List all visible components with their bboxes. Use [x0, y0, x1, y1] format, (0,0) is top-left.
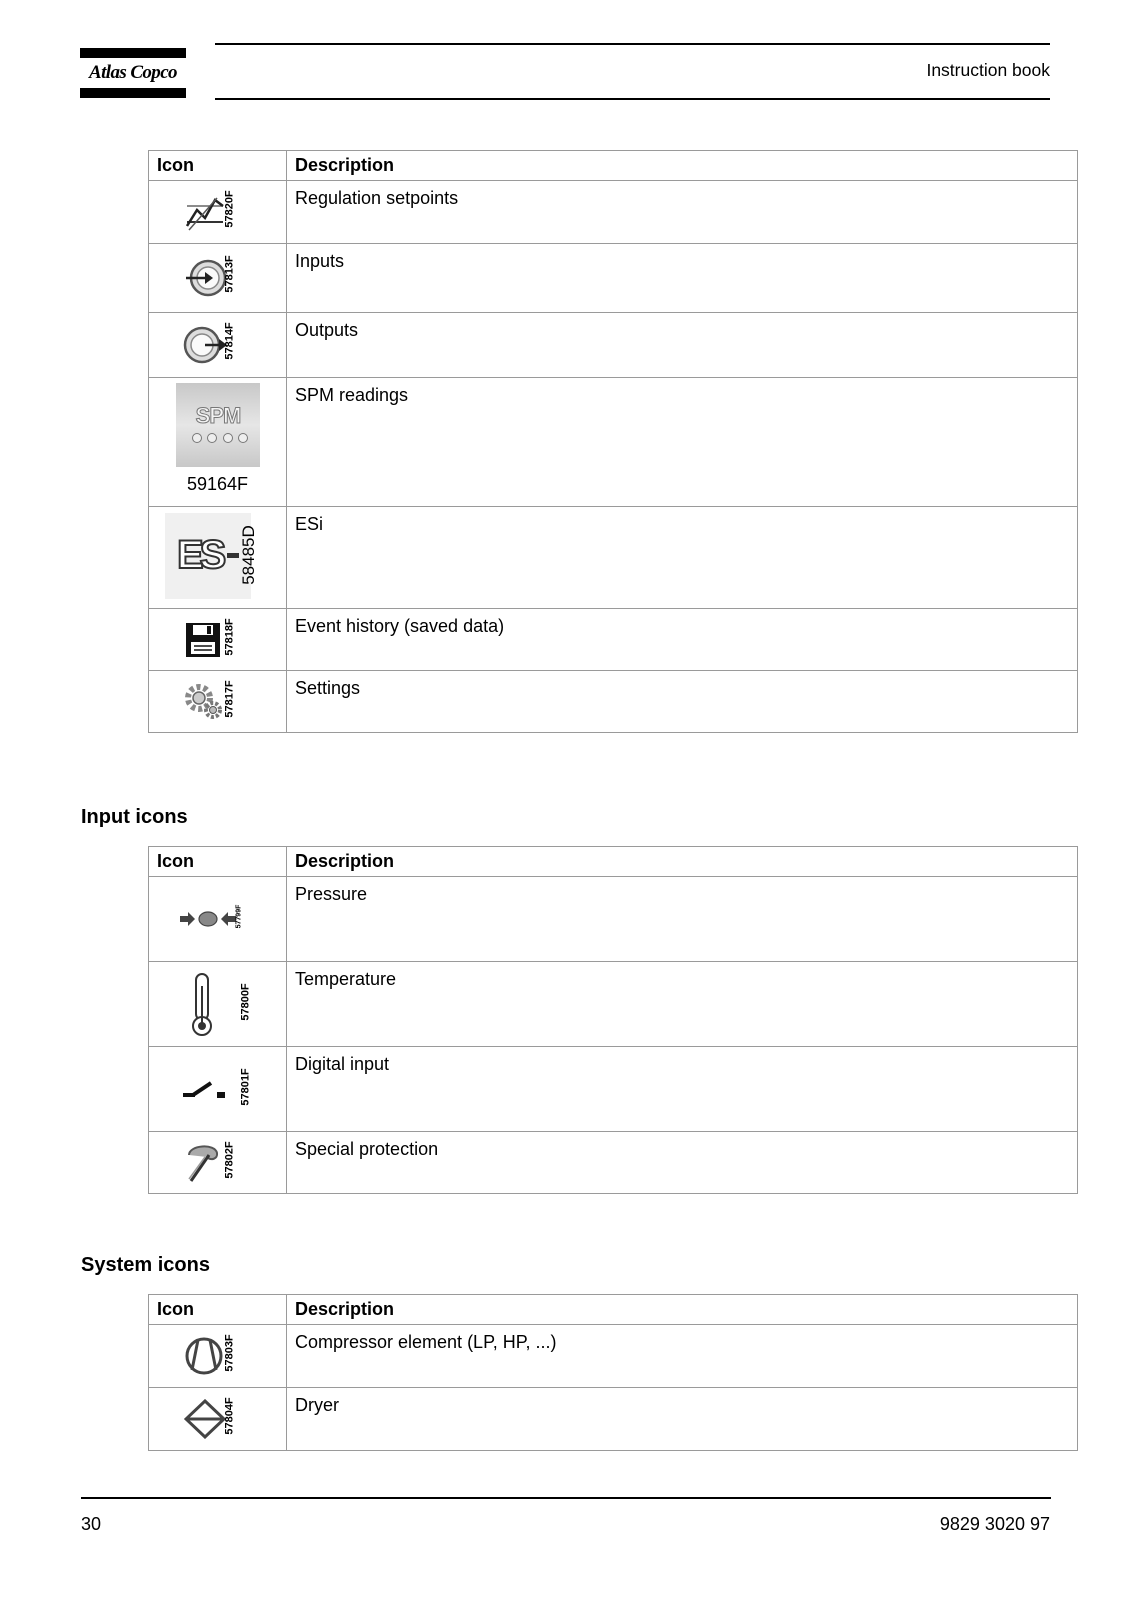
- icon-cell: [149, 244, 287, 313]
- system-icons-table: [148, 1294, 1078, 1451]
- table-row: [149, 313, 1078, 378]
- row-description: Settings: [287, 671, 1078, 733]
- table-row: [149, 1325, 1078, 1388]
- row-description: Compressor element (LP, HP, ...): [287, 1325, 1078, 1388]
- table-row: [149, 1132, 1078, 1194]
- outputs-icon: [183, 324, 229, 366]
- page-number: 30: [81, 1514, 102, 1534]
- table-header-row: [149, 1295, 1078, 1325]
- table-row: [149, 1047, 1078, 1132]
- menu-icons-table: [148, 150, 1078, 733]
- column-header-icon: Icon: [149, 151, 287, 181]
- table-row: [149, 1388, 1078, 1451]
- row-description: ESi: [287, 507, 1078, 609]
- spm-icon: SPM: [176, 383, 260, 467]
- table-row: [149, 877, 1078, 962]
- icon-code: 57817F: [223, 680, 236, 718]
- icon-cell: [149, 378, 287, 507]
- table-row: [149, 244, 1078, 313]
- pressure-icon: [179, 909, 237, 929]
- icon-code: 57818F: [223, 618, 236, 656]
- switch-icon: [181, 1079, 227, 1099]
- column-header-icon: Icon: [149, 1295, 287, 1325]
- icon-code: 57803F: [223, 1334, 236, 1372]
- icon-code: 57820F: [223, 190, 236, 228]
- table-row: [149, 181, 1078, 244]
- icon-cell: [149, 671, 287, 733]
- icon-cell: [149, 1047, 287, 1132]
- row-description: Temperature: [287, 962, 1078, 1047]
- icon-cell: [149, 1388, 287, 1451]
- document-number: 9829 3020 97: [939, 1514, 1050, 1534]
- compressor-element-icon: [184, 1336, 224, 1376]
- icon-code: 58485D: [238, 525, 258, 585]
- icon-cell: [149, 507, 287, 609]
- regulation-setpoints-icon: [183, 192, 227, 232]
- row-description: SPM readings: [287, 378, 1078, 507]
- icon-cell: [149, 1325, 287, 1388]
- column-header-description: Description: [287, 847, 1078, 877]
- atlas-copco-logo: [80, 46, 186, 100]
- icon-code: 57801F: [239, 1068, 252, 1106]
- icon-cell: [149, 877, 287, 962]
- row-description: Pressure: [287, 877, 1078, 962]
- esi-icon: ES: [165, 513, 251, 599]
- book-title: Instruction book: [926, 60, 1050, 80]
- logo-wordmark: Atlas Copco: [89, 62, 177, 83]
- row-description: Dryer: [287, 1388, 1078, 1451]
- column-header-description: Description: [287, 1295, 1078, 1325]
- icon-cell: [149, 313, 287, 378]
- row-description: Outputs: [287, 313, 1078, 378]
- icon-code: 59164F: [186, 474, 249, 494]
- row-description: Regulation setpoints: [287, 181, 1078, 244]
- table-row: [149, 507, 1078, 609]
- thermometer-icon: [187, 972, 217, 1036]
- table-header-row: [149, 151, 1078, 181]
- icon-code: 57799F: [235, 904, 243, 929]
- icon-cell: [149, 1132, 287, 1194]
- icon-cell: [149, 609, 287, 671]
- special-protection-icon: [185, 1141, 221, 1185]
- column-header-icon: Icon: [149, 847, 287, 877]
- icon-cell: [149, 962, 287, 1047]
- icon-code: 57813F: [223, 255, 236, 293]
- table-row: [149, 609, 1078, 671]
- row-description: Inputs: [287, 244, 1078, 313]
- icon-code: 57800F: [239, 983, 252, 1021]
- icon-code: 57804F: [223, 1397, 236, 1435]
- input-icons-table: [148, 846, 1078, 1194]
- gears-icon: [184, 683, 224, 721]
- dryer-icon: [184, 1399, 226, 1439]
- header-rule-top: [215, 43, 1050, 45]
- section-heading-system-icons: System icons: [81, 1254, 210, 1276]
- row-description: Digital input: [287, 1047, 1078, 1132]
- header-rule-bottom: [215, 98, 1050, 100]
- inputs-icon: [183, 257, 229, 299]
- icon-code: 57802F: [223, 1141, 236, 1179]
- column-header-description: Description: [287, 151, 1078, 181]
- table-header-row: [149, 847, 1078, 877]
- row-description: Special protection: [287, 1132, 1078, 1194]
- footer-rule: [81, 1497, 1051, 1499]
- icon-code: 57814F: [223, 322, 236, 360]
- section-heading-input-icons: Input icons: [81, 806, 188, 828]
- floppy-disk-icon: [185, 622, 221, 658]
- icon-cell: [149, 181, 287, 244]
- table-row: [149, 378, 1078, 507]
- row-description: Event history (saved data): [287, 609, 1078, 671]
- table-row: [149, 671, 1078, 733]
- table-row: [149, 962, 1078, 1047]
